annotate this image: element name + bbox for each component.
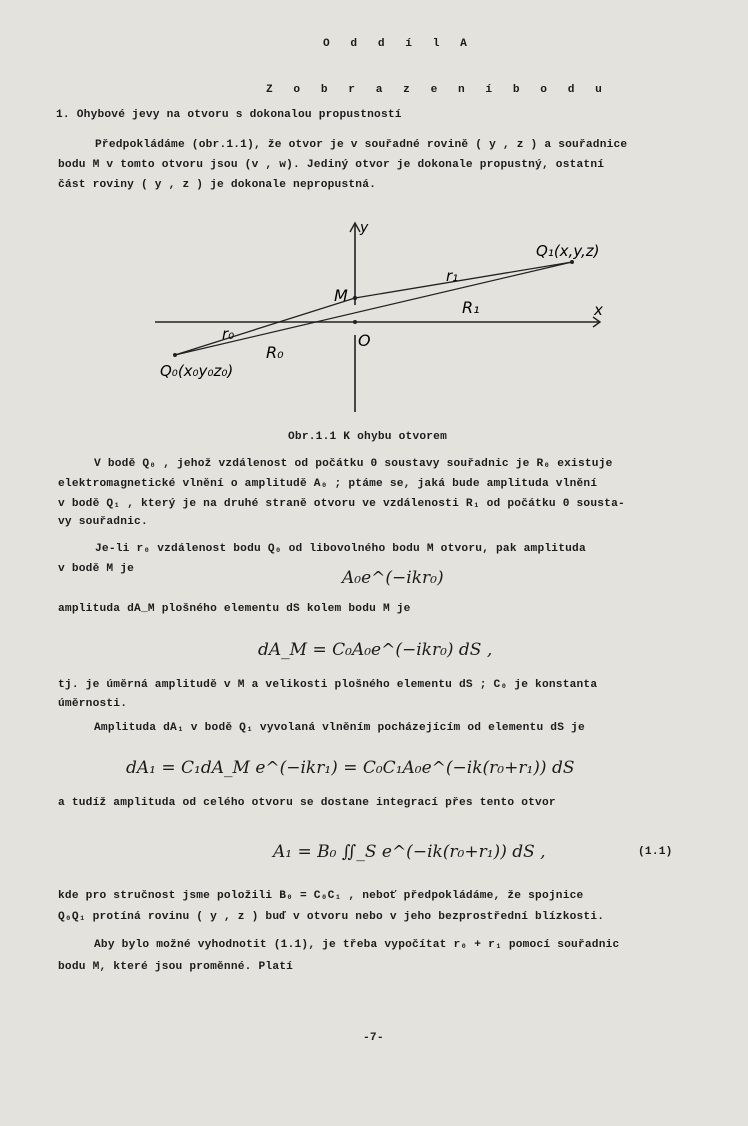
heading: 1. Ohybové jevy na otvoru s dokonalou propustností (56, 109, 402, 121)
p2-line-2: elektromagnetické vlnění o amplitudě A₀ ; ptáme se, jaká bude amplituda vlnění (58, 478, 598, 490)
p3-line-1: Je-li r₀ vzdálenost bodu Q₀ od libovolného bodu M otvoru, pak amplituda (95, 543, 586, 555)
origin-dot (353, 320, 357, 324)
p6: Amplituda dA₁ v bodě Q₁ vyvolaná vlněním pocházejícím od elementu dS je (94, 722, 585, 734)
section-title: O d d í l A (323, 38, 474, 50)
figure-diffraction (0, 205, 748, 445)
equation-1-1: A₁ = B₀ ∬_S e^(−ik(r₀+r₁)) dS , (273, 842, 546, 862)
x-axis-label: x (594, 301, 603, 319)
p3-line-2: v bodě M je (58, 563, 135, 575)
p9-line-1: Aby bylo možné vyhodnotit (1.1), je třeba vypočítat r₀ + r₁ pomocí souřadnic (94, 939, 620, 951)
p5-line-2: úměrnosti. (58, 698, 128, 710)
p5-line-1: tj. je úměrná amplitudě v M a velikosti plošného elementu dS ; C₀ je konstanta (58, 679, 598, 691)
p1-line-3: část roviny ( y , z ) je dokonale nepropustná. (58, 179, 377, 191)
R0-label: R₀ (266, 343, 284, 362)
point-q0-dot (173, 353, 177, 357)
p8-line-1: kde pro stručnost jsme položili B₀ = C₀C₁ , neboť předpokládáme, že spojnice (58, 890, 584, 902)
line-R (175, 262, 572, 355)
origin-label: O (358, 331, 371, 350)
p2-line-1: V bodě Q₀ , jehož vzdálenost od počátku 0 soustavy souřadnic je R₀ existuje (94, 458, 613, 470)
line-r1 (355, 262, 572, 298)
point-q0-label: Q₀(x₀y₀z₀) (160, 362, 234, 380)
p9-line-2: bodu M, které jsou proměnné. Platí (58, 961, 294, 973)
point-q1-label: Q₁(x,y,z) (536, 242, 600, 260)
R1-label: R₁ (462, 298, 480, 317)
subtitle: Z o b r a z e n í b o d u (266, 84, 609, 96)
r1-label: r₁ (446, 267, 459, 285)
line-r0 (175, 298, 355, 355)
point-q1-dot (570, 260, 574, 264)
equation-amplitude: A₀e^(−ikr₀) (342, 568, 444, 588)
y-axis-label: y (360, 220, 369, 236)
figure-caption: Obr.1.1 K ohybu otvorem (288, 431, 448, 443)
page-number: -7- (363, 1032, 384, 1044)
p2-line-3: v bodě Q₁ , který je na druhé straně otvoru ve vzdálenosti R₁ od počátku 0 sousta- (58, 498, 625, 510)
p1-line-1: Předpokládáme (obr.1.1), že otvor je v souřadné rovině ( y , z ) a souřadnice (95, 139, 628, 151)
p7: a tudíž amplituda od celého otvoru se dostane integrací přes tento otvor (58, 797, 556, 809)
p2-line-4: vy souřadnic. (58, 516, 148, 528)
p4: amplituda dA_M plošného elementu dS kolem bodu M je (58, 603, 411, 615)
p1-line-2: bodu M v tomto otvoru jsou (v , w). Jediný otvor je dokonale propustný, ostatní (58, 159, 605, 171)
point-m-dot (353, 296, 357, 300)
equation-dam: dA_M = C₀A₀e^(−ikr₀) dS , (258, 640, 493, 660)
point-m-label: M (334, 286, 348, 305)
p8-line-2: Q₀Q₁ protíná rovinu ( y , z ) buď v otvoru nebo v jeho bezprostřední blízkosti. (58, 911, 605, 923)
equation-number: (1.1) (638, 846, 673, 858)
r0-label: r₀ (222, 325, 235, 343)
equation-da1: dA₁ = C₁dA_M e^(−ikr₁) = C₀C₁A₀e^(−ik(r₀+r₁)) dS (126, 758, 575, 778)
